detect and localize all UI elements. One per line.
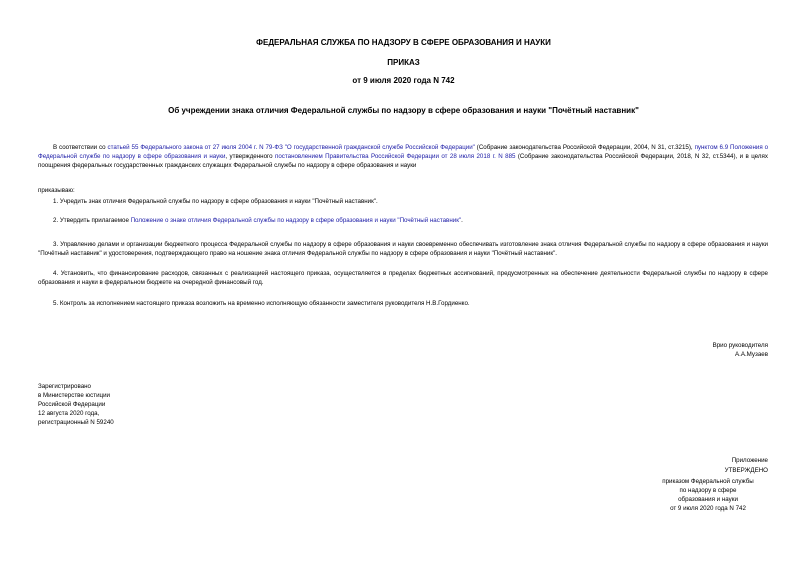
preamble-paragraph: [38, 143, 768, 170]
appendix-line-1: приказом Федеральной службы: [662, 478, 754, 485]
agency-heading: ФЕДЕРАЛЬНАЯ СЛУЖБА ПО НАДЗОРУ В СФЕРЕ ОБРАЗОВАНИЯ И НАУКИ: [256, 38, 551, 47]
appendix-approved: УТВЕРЖДЕНО: [724, 467, 768, 474]
law-article-link[interactable]: статьей 55 Федерального закона от 27 июля 2004 г. N 79-ФЗ "О государственной гражданской службе Российской Федерации": [107, 144, 475, 151]
appendix-line-3: образования и науки: [678, 496, 738, 503]
appendix-label: Приложение: [731, 457, 768, 464]
preamble-text-2: (Собрание законодательства Российской Федерации, 2004, N 31, ст.3215),: [474, 144, 695, 151]
order-item-4: 4. Установить, что финансирование расходов, связанных с реализацией настоящего приказа, осуществляется в пределах бюджетных ассигнований, предусмотренных на обеспечение деятельности Федеральной службы по надзору в сфере образования и науки в федеральном бюджете на очередной финансовый год.: [38, 270, 768, 286]
registration-line-3: Российской Федерации: [38, 401, 106, 408]
order-item-3: 3. Управлению делами и организации бюджетного процесса Федеральной службы по надзору в сфере образования и науки своевременно обеспечивать изготовление знака отличия Федеральной службы по надзору в сфере образования и науки "Почётный наставник" и удостоверения, подтверждающего право на ношение знака отличия Федеральной службы по надзору в сфере образования и науки "Почётный наставник".: [38, 241, 768, 257]
order-item-1: 1. Учредить знак отличия Федеральной службы по надзору в сфере образования и науки "Почётный наставник".: [53, 198, 378, 205]
registration-line-5: регистрационный N 59240: [38, 419, 114, 426]
regulation-clause-link[interactable]: пунктом 6.9 Положения о Федеральной службе по надзору в сфере образования и науки: [38, 144, 769, 160]
signatory-name: А.А.Музаев: [734, 351, 768, 358]
registration-line-2: в Министерстве юстиции: [38, 392, 111, 399]
regulation-badge-link[interactable]: Положение о знаке отличия Федеральной службы по надзору в сфере образования и науки "Почётный наставник": [130, 217, 462, 224]
registration-block: [38, 382, 114, 427]
order-item-2-text: 2. Утвердить прилагаемое: [53, 217, 131, 224]
doc-type-heading: ПРИКАЗ: [387, 58, 420, 67]
preamble-text-1: В соответствии со: [53, 144, 108, 151]
preamble-text-4: (Собрание законодательства Российской Федерации, 2018, N 32, ст.5344), и в целях поощрения федеральных государственных гражданских служащих Федеральной службы по надзору в сфере образования и науки: [38, 153, 768, 169]
doc-title: Об учреждении знака отличия Федеральной службы по надзору в сфере образования и науки "Почётный наставник": [168, 106, 639, 115]
government-decree-link[interactable]: постановлением Правительства Российской Федерации от 28 июля 2018 г. N 885: [274, 153, 516, 160]
doc-date-number: от 9 июля 2020 года N 742: [352, 76, 455, 85]
order-item-2: [38, 216, 768, 225]
registration-line-4: 12 августа 2020 года,: [38, 410, 100, 417]
order-item-5: 5. Контроль за исполнением настоящего приказа возложить на временно исполняющую обязанности заместителя руководителя Н.В.Гордиенко.: [53, 300, 470, 307]
preamble-text-3: , утвержденного: [225, 153, 275, 160]
appendix-line-2: по надзору в сфере: [679, 487, 737, 494]
registration-line-1: Зарегистрировано: [38, 383, 91, 390]
order-item-2-end: .: [461, 217, 463, 224]
signature-block: [713, 341, 768, 359]
appendix-approval-block: [648, 477, 768, 513]
appendix-line-4: от 9 июля 2020 года N 742: [670, 505, 746, 512]
signatory-position: Врио руководителя: [712, 342, 768, 349]
orders-word: приказываю:: [38, 187, 75, 194]
